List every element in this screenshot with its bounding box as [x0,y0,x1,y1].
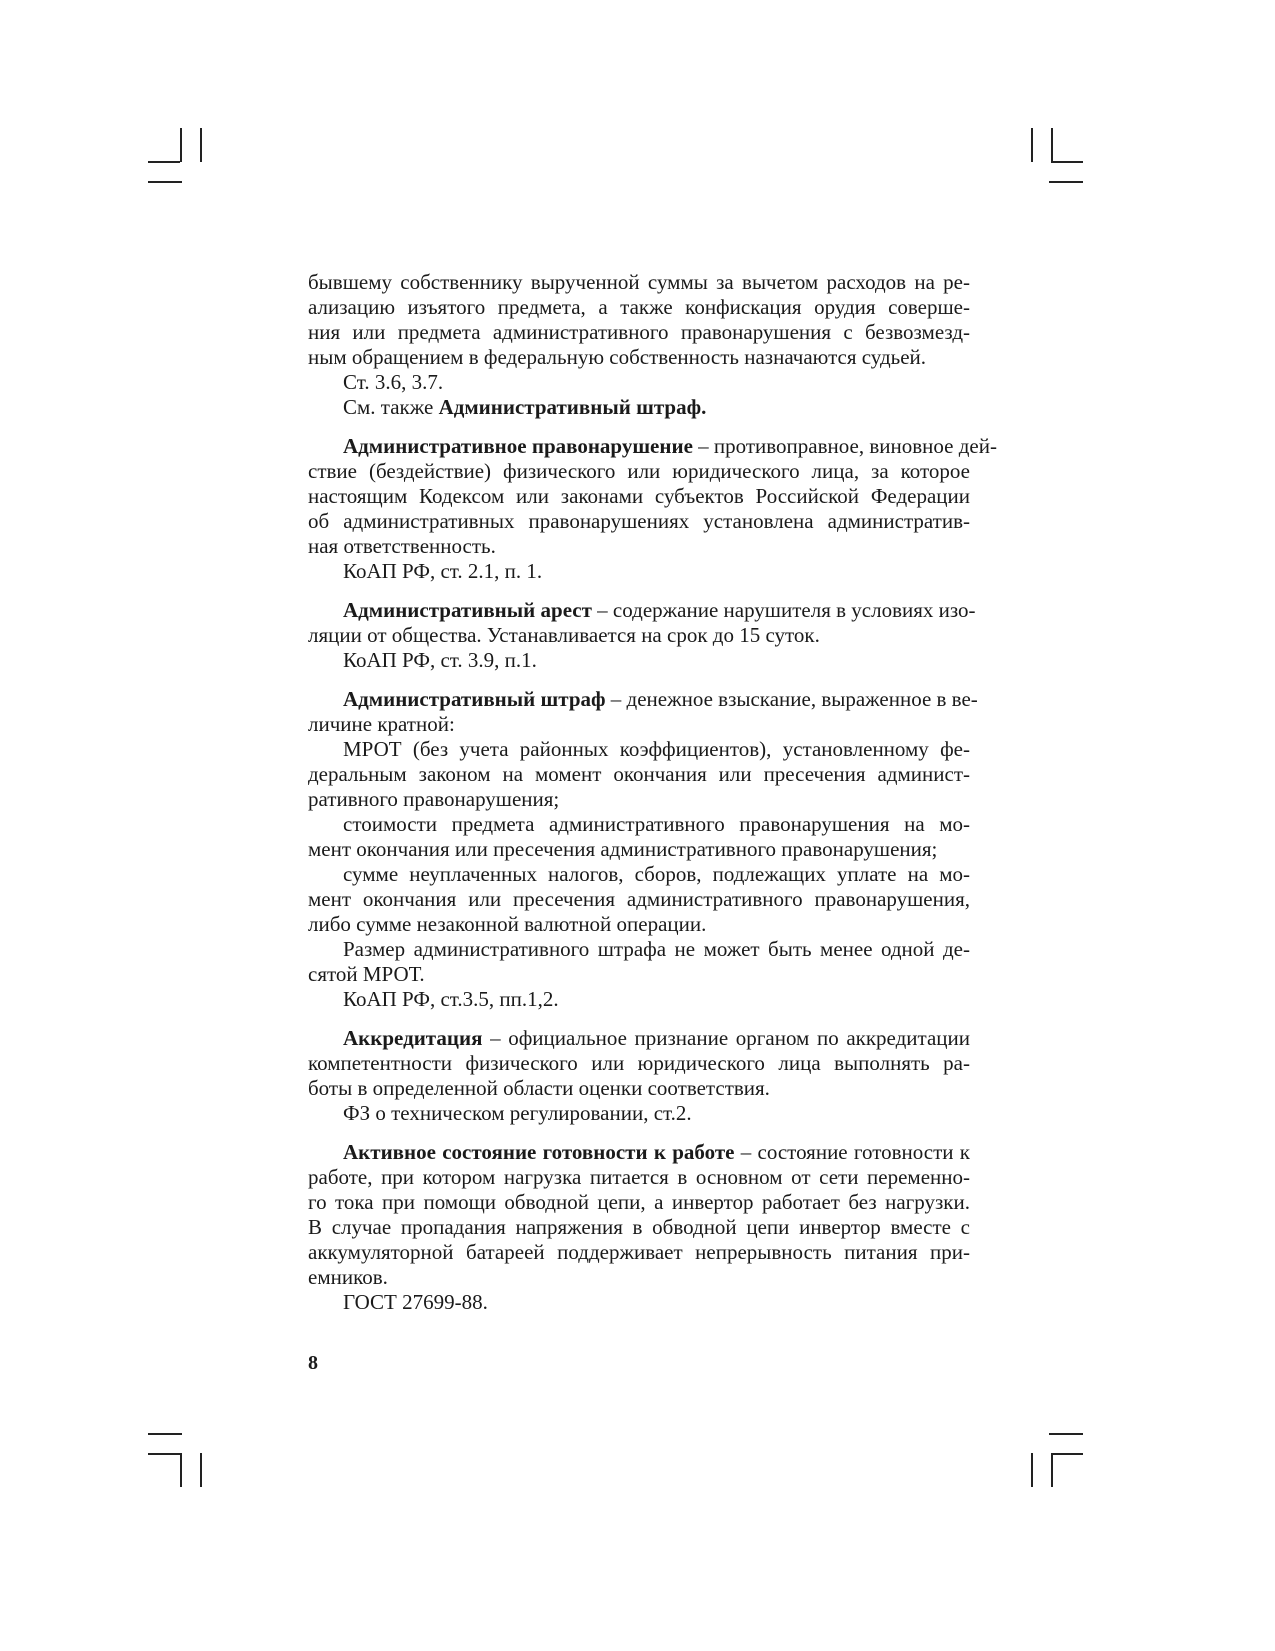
glossary-entry [308,434,997,584]
crop-mark-top-left [148,161,180,163]
crop-mark-bottom-right [1051,1453,1083,1455]
text-line: ляции от общества. Устанавливается на срок до 15 суток. [308,623,820,647]
crop-mark-bottom-right [1031,1453,1033,1487]
text-line: либо сумме незаконной валютной операции. [308,912,707,936]
text-line [308,598,976,623]
text-line: аккумуляторной батареей поддерживает непрерывность питания при- [308,1240,970,1264]
crop-mark-top-left [180,128,182,162]
text-line: го тока при помощи обводной цепи, а инвертор работает без нагрузки. [308,1190,970,1214]
glossary-entry [308,1026,970,1126]
source-reference: КоАП РФ, ст. 3.9, п.1. [343,648,537,672]
crop-mark-bottom-left [148,1453,180,1455]
source-reference: КоАП РФ, ст. 2.1, п. 1. [343,559,543,583]
text-line: деральным законом на момент окончания или пресечения админист- [308,762,970,786]
text-line: компетентности физического или юридического лица выполнять ра- [308,1051,970,1075]
entry-definition: – содержание нарушителя в условиях изо- [591,598,976,622]
text-line: емников. [308,1265,388,1289]
crop-mark-top-right [1051,161,1083,163]
entry-term: Административный штраф [343,687,606,711]
crop-mark-top-left [200,128,202,162]
entry-term: Активное состояние готовности к работе [343,1140,735,1164]
entry-definition: – официальное признание органом по аккредитации [482,1026,970,1050]
crop-mark-bottom-right [1049,1433,1083,1435]
text-line: В случае пропадания напряжения в обводной цепи инвертор вместе с [308,1215,970,1239]
text-line: ративного правонарушения; [308,787,560,811]
source-reference: ГОСТ 27699-88. [343,1290,488,1314]
text-line: ным обращением в федеральную собственность назначаются судьей. [308,345,927,369]
text-line: работе, при котором нагрузка питается в основном от сети переменно- [308,1165,970,1189]
text-line: ствие (бездействие) физического или юридического лица, за которое [308,459,970,483]
text-line: стоимости предмета административного правонарушения на мо- [343,812,970,836]
entry-definition: – состояние готовности к [734,1140,970,1164]
crop-mark-bottom-right [1051,1453,1053,1487]
source-reference: Ст. 3.6, 3.7. [343,370,444,394]
text-line: бывшему собственнику вырученной суммы за вычетом расходов на ре- [308,270,970,294]
continuation-paragraph [308,270,970,420]
text-line [308,687,978,712]
glossary-entry [308,598,976,673]
see-also-prefix: См. также [343,395,439,419]
text-line: настоящим Кодексом или законами субъектов Российской Федерации [308,484,970,508]
text-line: ная ответственность. [308,534,496,558]
crop-mark-bottom-left [200,1453,202,1487]
entry-term: Административный арест [343,598,592,622]
text-line [308,434,997,459]
glossary-entry [308,1140,970,1315]
text-line: Размер административного штрафа не может быть менее одной де- [343,937,970,961]
see-also [308,395,970,420]
crop-mark-top-left [148,181,182,183]
crop-mark-bottom-left [180,1453,182,1487]
text-line: сумме неуплаченных налогов, сборов, подлежащих уплате на мо- [343,862,970,886]
text-line: ния или предмета административного правонарушения с безвозмезд- [308,320,970,344]
text-line: мент окончания или пресечения административного правонарушения, [308,887,970,911]
glossary-entry [308,687,978,1012]
text-line: мент окончания или пресечения административного правонарушения; [308,837,938,861]
entry-definition: – денежное взыскание, выраженное в ве- [605,687,978,711]
text-line: личине кратной: [308,712,455,736]
text-line: МРОТ (без учета районных коэффициентов), установленному фе- [343,737,970,761]
text-line: сятой МРОТ. [308,962,425,986]
entry-definition: – противоправное, виновное дей- [692,434,997,458]
entry-term: Аккредитация [343,1026,483,1050]
text-line: ализацию изъятого предмета, а также конфискация орудия соверше- [308,295,970,319]
body-text [308,270,997,1315]
text-line [308,1026,970,1051]
see-also-term: Административный штраф. [438,395,707,419]
page-number: 8 [308,1352,318,1374]
text-line: боты в определенной области оценки соответствия. [308,1076,770,1100]
text-line [308,1140,970,1165]
crop-mark-top-right [1049,181,1083,183]
crop-mark-bottom-left [148,1433,182,1435]
source-reference: ФЗ о техническом регулировании, ст.2. [343,1101,692,1125]
crop-mark-top-right [1051,128,1053,162]
crop-mark-top-right [1031,128,1033,162]
text-line: об административных правонарушениях установлена административ- [308,509,970,533]
source-reference: КоАП РФ, ст.3.5, пп.1,2. [343,987,559,1011]
entry-term: Административное правонарушение [343,434,693,458]
